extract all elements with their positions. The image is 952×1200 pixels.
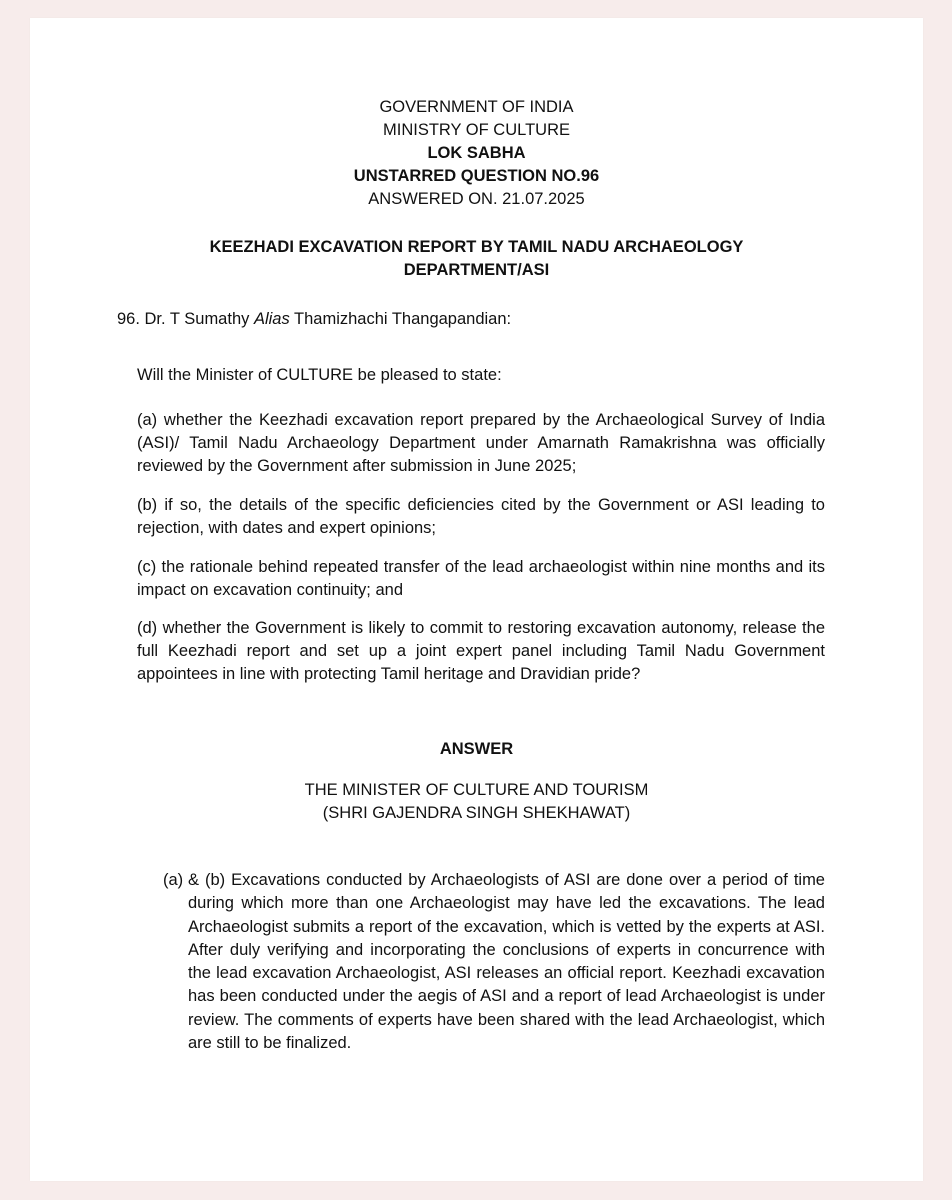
question-subject bbox=[30, 236, 923, 282]
document-header bbox=[30, 96, 923, 211]
answered-date: ANSWERED ON. 21.07.2025 bbox=[368, 190, 585, 208]
asker-name: Thamizhachi Thangapandian: bbox=[289, 310, 512, 328]
minister-title: THE MINISTER OF CULTURE AND TOURISM bbox=[304, 781, 649, 799]
question-number: UNSTARRED QUESTION NO.96 bbox=[353, 167, 600, 185]
question-part-d: (d) whether the Government is likely to commit to restoring excavation autonomy, release the full Keezhadi report and set up a joint expert panel including Tamil Nadu Government appointees in line with protecting Tamil heritage and Dravidian pride? bbox=[137, 619, 825, 683]
asker-prefix: 96. Dr. T Sumathy bbox=[117, 310, 254, 328]
ministry-line: MINISTRY OF CULTURE bbox=[382, 121, 571, 139]
minister-block bbox=[30, 779, 923, 825]
subject-line-2: DEPARTMENT/ASI bbox=[403, 261, 550, 279]
document-page bbox=[30, 18, 923, 1181]
answer-body: & (b) Excavations conducted by Archaeologists of ASI are done over a period of time during which more than one Archaeologist may have led the excavations. The lead Archaeologist submits a report of the excavation, which is vetted by the experts at ASI. After duly verifying and incorporating the conclusions of experts in concurrence with the lead excavation Archaeologist, ASI releases an official report. Keezhadi excavation has been conducted under the aegis of ASI and a report of lead Archaeologist is under review. The comments of experts have been shared with the lead Archaeologist, which are still to be finalized. bbox=[188, 871, 825, 1053]
government-line: GOVERNMENT OF INDIA bbox=[379, 98, 574, 116]
asker-line bbox=[117, 308, 511, 331]
question-part-a: (a) whether the Keezhadi excavation report prepared by the Archaeological Survey of India (ASI)/ Tamil Nadu Archaeology Department under Amarnath Ramakrishna was officially reviewed by the Government after submission in June 2025; bbox=[137, 411, 825, 475]
subject-line-1: KEEZHADI EXCAVATION REPORT BY TAMIL NADU ARCHAEOLOGY bbox=[209, 238, 744, 256]
question-intro: Will the Minister of CULTURE be pleased to state: bbox=[137, 366, 502, 384]
minister-name: (SHRI GAJENDRA SINGH SHEKHAWAT) bbox=[322, 804, 631, 822]
question-part-b: (b) if so, the details of the specific deficiencies cited by the Government or ASI leading to rejection, with dates and expert opinions; bbox=[137, 496, 825, 537]
asker-alias: Alias bbox=[253, 310, 290, 328]
answer-prefix: (a) bbox=[163, 871, 184, 889]
question-part-c: (c) the rationale behind repeated transfer of the lead archaeologist within nine months and its impact on excavation continuity; and bbox=[137, 558, 825, 599]
answer-heading: ANSWER bbox=[439, 740, 514, 758]
house-line: LOK SABHA bbox=[427, 144, 526, 162]
